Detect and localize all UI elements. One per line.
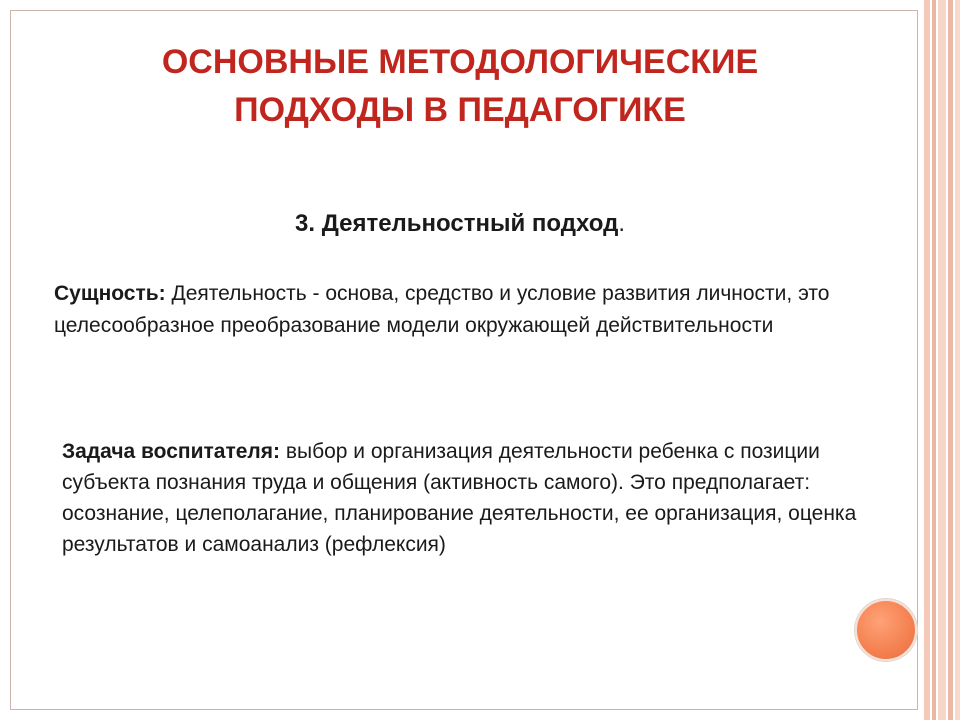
task-paragraph: [62, 436, 912, 560]
task-text: выбор и организация деятельности ребенка с позиции субъекта познания труда и общения (активность самого). Это предполагает: осознание, целеполагание, планирование деятельности, ее организация, оценка результатов и самоанализ (рефлексия): [62, 440, 857, 556]
slide-title-line2: ПОДХОДЫ В ПЕДАГОГИКЕ: [234, 91, 686, 129]
subtitle-main: 3. Деятельностный подход: [295, 210, 619, 237]
decor-stripe: [938, 0, 946, 720]
slide-subtitle: [40, 208, 880, 240]
decor-stripe: [932, 0, 936, 720]
essence-label: Сущность:: [54, 282, 166, 305]
essence-paragraph: [54, 278, 916, 342]
subtitle-end: .: [618, 210, 625, 237]
decor-stripe: [924, 0, 930, 720]
decor-stripe: [948, 0, 953, 720]
decor-stripe: [955, 0, 960, 720]
slide-title-line1: ОСНОВНЫЕ МЕТОДОЛОГИЧЕСКИЕ: [161, 43, 759, 81]
task-label: Задача воспитателя:: [62, 440, 280, 463]
orange-circle-icon: [855, 599, 917, 661]
essence-text: Деятельность - основа, средство и условие развития личности, это целесообразное преобразование модели окружающей действительности: [54, 282, 830, 337]
slide-title: [40, 38, 880, 134]
